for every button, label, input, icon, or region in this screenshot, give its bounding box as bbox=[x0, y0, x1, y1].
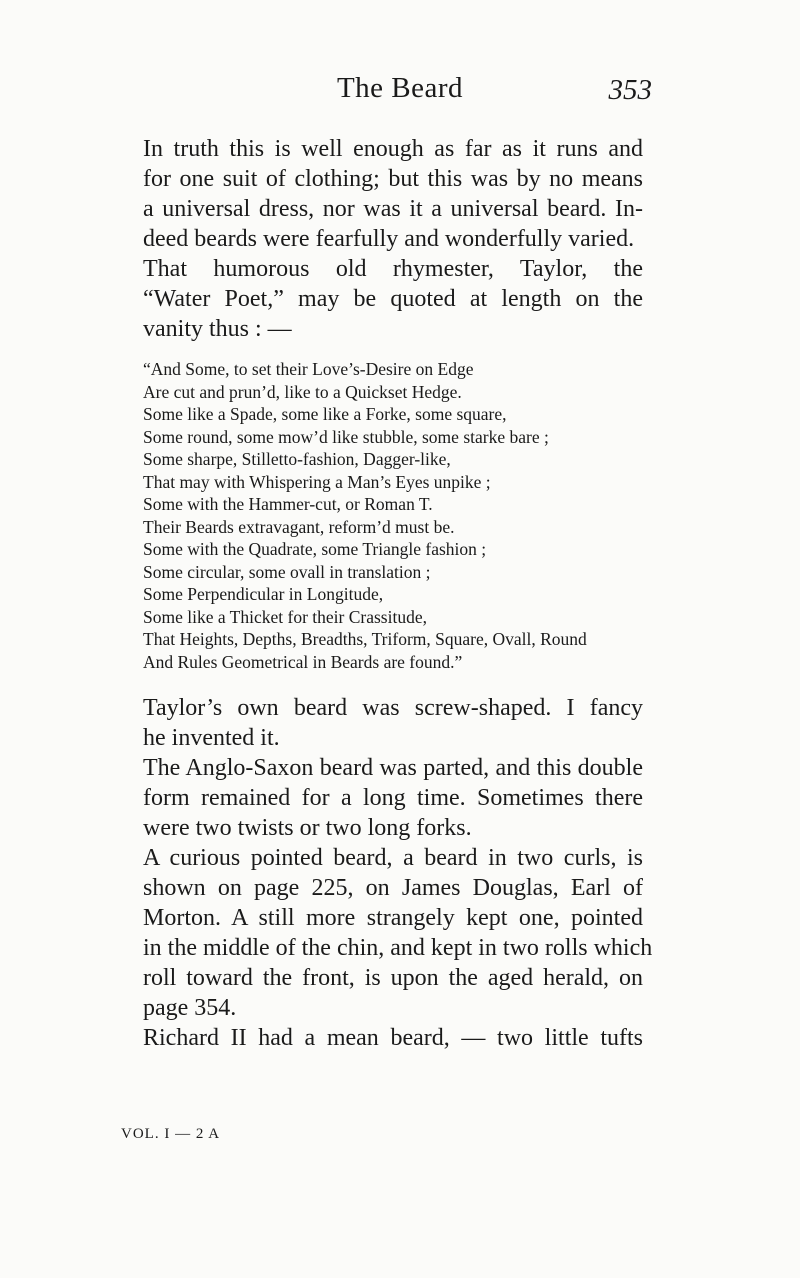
running-head bbox=[0, 72, 800, 112]
verse-line: Some like a Thicket for their Crassitude, bbox=[143, 606, 427, 627]
text-line: form remained for a long time. Sometimes there bbox=[143, 785, 643, 811]
paragraph-1 bbox=[121, 134, 643, 254]
text-line: he invented it. bbox=[143, 725, 280, 751]
text-line: vanity thus : — bbox=[143, 316, 292, 342]
verse-line: Some Perpendicular in Longitude, bbox=[143, 584, 384, 604]
page-number: 353 bbox=[608, 74, 652, 106]
paragraph-5 bbox=[121, 843, 653, 1023]
verse-line: Some with the Hammer-cut, or Roman T. bbox=[143, 494, 433, 514]
text-line: Richard II had a mean beard, — two little tufts bbox=[143, 1025, 643, 1051]
paragraph-4 bbox=[121, 753, 643, 843]
text-line: “Water Poet,” may be quoted at length on the bbox=[143, 286, 643, 312]
verse-line: Some round, some mow’d like stubble, some starke bare ; bbox=[143, 426, 549, 447]
text-line: in the middle of the chin, and kept in two rolls which bbox=[143, 935, 653, 961]
text-line: shown on page 225, on James Douglas, Earl of bbox=[143, 875, 643, 901]
verse-line: Some with the Quadrate, some Triangle fashion ; bbox=[143, 539, 487, 559]
verse-line: That Heights, Depths, Breadths, Triform, Square, Ovall, Round bbox=[143, 629, 587, 649]
paragraph-6 bbox=[121, 1023, 643, 1053]
text-line: a universal dress, nor was it a universal beard. In- bbox=[143, 196, 643, 222]
text-line: page 354. bbox=[143, 995, 237, 1021]
signature-mark: VOL. I — 2 A bbox=[121, 1126, 221, 1142]
text-line: A curious pointed beard, a beard in two curls, is bbox=[143, 845, 643, 871]
paragraph-3 bbox=[121, 693, 643, 753]
body-text bbox=[121, 134, 653, 1053]
verse-line: That may with Whispering a Man’s Eyes unpike ; bbox=[143, 471, 491, 492]
text-line: That humorous old rhymester, Taylor, the bbox=[143, 256, 643, 282]
text-line: were two twists or two long forks. bbox=[143, 815, 472, 841]
verse-line: Some circular, some ovall in translation ; bbox=[143, 561, 431, 582]
text-line: The Anglo-Saxon beard was parted, and this double bbox=[143, 755, 643, 781]
text-line: Morton. A still more strangely kept one, pointed bbox=[143, 905, 643, 931]
verse-line: Some sharpe, Stilletto-fashion, Dagger-like, bbox=[143, 449, 451, 469]
verse-quotation bbox=[143, 358, 643, 673]
running-title: The Beard bbox=[336, 72, 464, 104]
verse-line: And Rules Geometrical in Beards are found.” bbox=[143, 651, 463, 672]
verse-line: Some like a Spade, some like a Forke, some square, bbox=[143, 404, 507, 424]
text-line: for one suit of clothing; but this was by no means bbox=[143, 166, 643, 192]
text-line: roll toward the front, is upon the aged herald, on bbox=[143, 965, 643, 991]
paragraph-2 bbox=[121, 254, 643, 344]
text-line: In truth this is well enough as far as it runs and bbox=[143, 136, 643, 162]
verse-line: “And Some, to set their Love’s-Desire on Edge bbox=[143, 359, 474, 379]
text-line: deed beards were fearfully and wonderfully varied. bbox=[143, 226, 635, 252]
text-line: Taylor’s own beard was screw-shaped. I fancy bbox=[143, 695, 643, 721]
verse-line: Their Beards extravagant, reform’d must be. bbox=[143, 516, 455, 537]
verse-line: Are cut and prun’d, like to a Quickset Hedge. bbox=[143, 381, 462, 402]
